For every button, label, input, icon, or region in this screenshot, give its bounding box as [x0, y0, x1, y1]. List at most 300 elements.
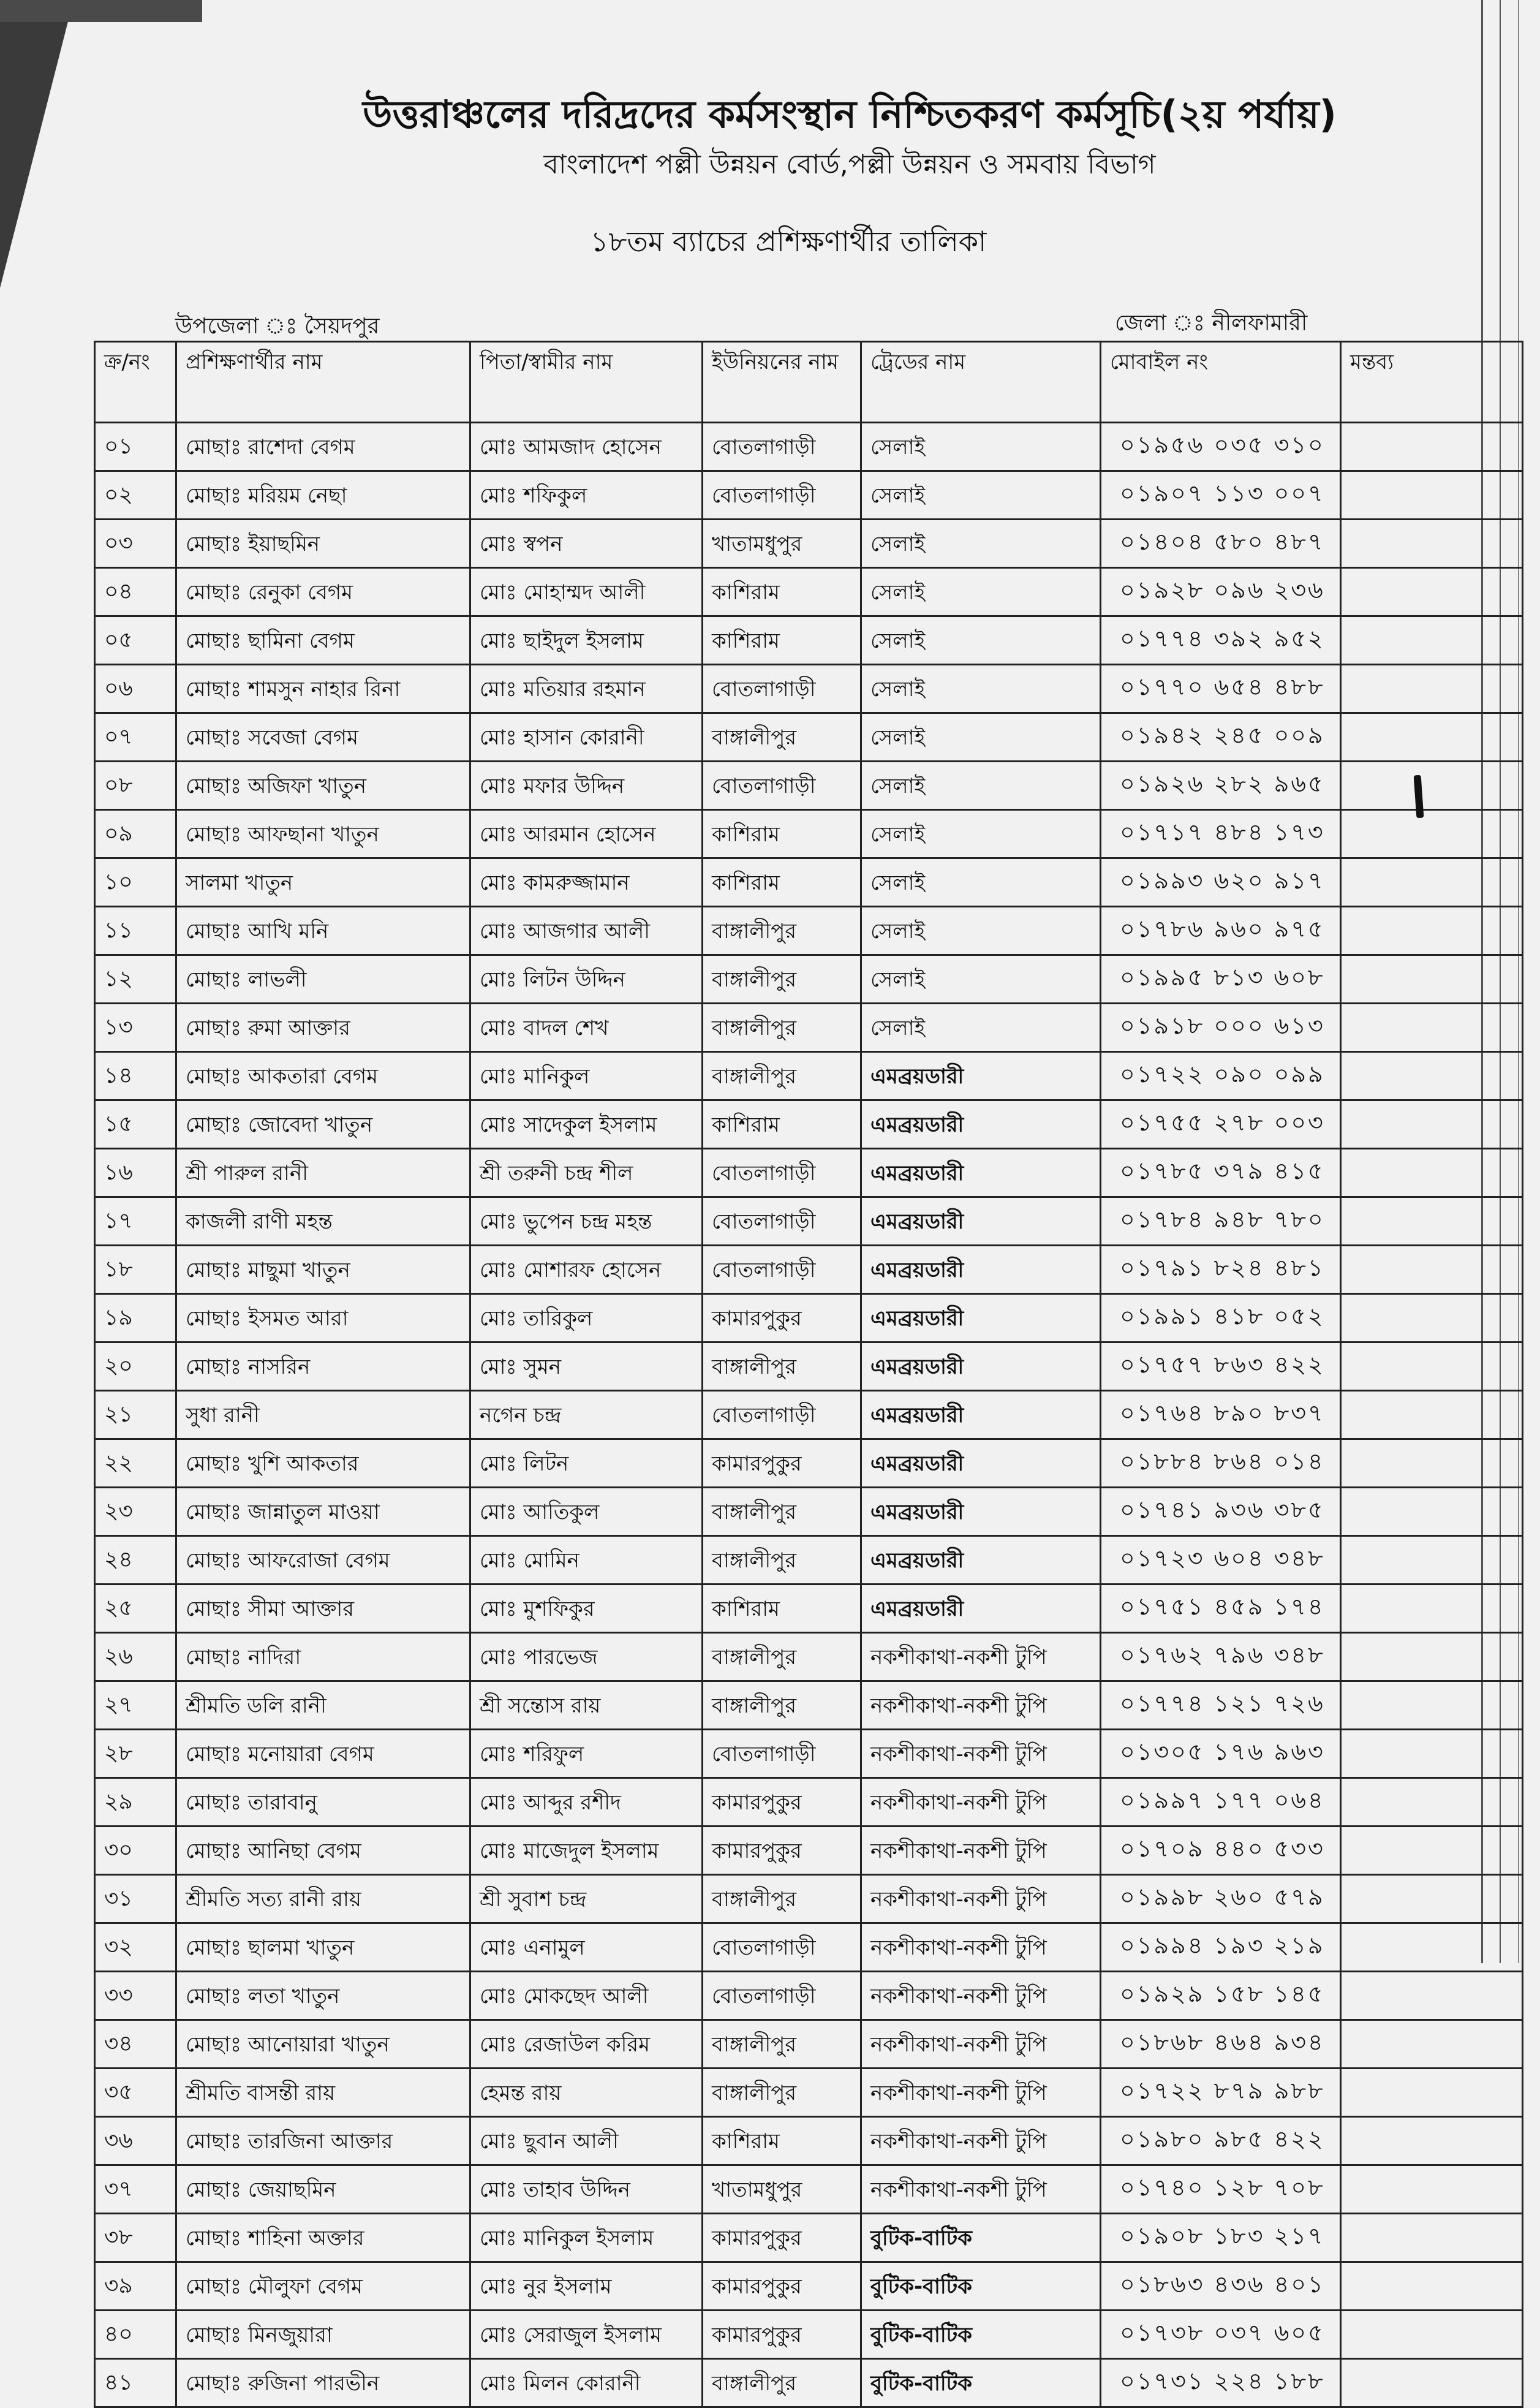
cell-union: বোতলাগাড়ী: [703, 1246, 861, 1294]
cell-father-husband-name: মোঃ সুমন: [470, 1342, 703, 1391]
cell-trade: সেলাই: [861, 858, 1101, 907]
table-row: [95, 955, 1523, 1004]
table-row: [95, 1052, 1523, 1100]
cell-trainee-name: মোছাঃ সীমা আক্তার: [176, 1585, 470, 1633]
cell-mobile: ০১৯৫৬ ০৩৫ ৩১০: [1101, 423, 1341, 471]
cell-trainee-name: মোছাঃ নাসরিন: [176, 1342, 470, 1391]
cell-remarks: [1341, 665, 1523, 713]
cell-serial: ৩১: [95, 1875, 176, 1923]
cell-trade: সেলাই: [861, 568, 1101, 616]
cell-mobile: ০১৭১৭ ৪৮৪ ১৭৩: [1101, 810, 1341, 858]
cell-trade: নকশীকাথা-নকশী টুপি: [861, 1730, 1101, 1778]
cell-trade: এমব্রয়ডারী: [861, 1100, 1101, 1149]
cell-remarks: [1341, 2311, 1523, 2359]
table-row: [95, 1730, 1523, 1778]
cell-serial: ৩৯: [95, 2262, 176, 2311]
cell-union: বাঙ্গালীপুর: [703, 1633, 861, 1681]
cell-trade: নকশীকাথা-নকশী টুপি: [861, 2069, 1101, 2117]
cell-trainee-name: সালমা খাতুন: [176, 858, 470, 907]
cell-remarks: [1341, 907, 1523, 955]
table-row: [95, 2117, 1523, 2165]
cell-trainee-name: মোছাঃ জেয়াছমিন: [176, 2165, 470, 2214]
cell-trade: বুটিক-বাটিক: [861, 2359, 1101, 2407]
table-header-row: [95, 342, 1523, 423]
cell-serial: ১২: [95, 955, 176, 1004]
cell-father-husband-name: মোঃ তাহাব উদ্দিন: [470, 2165, 703, 2214]
cell-mobile: ০১৯৯৫ ৮১৩ ৬০৮: [1101, 955, 1341, 1004]
cell-mobile: ০১৮৬৩ ৪৩৬ ৪০১: [1101, 2262, 1341, 2311]
table-row: [95, 2359, 1523, 2407]
cell-trade: নকশীকাথা-নকশী টুপি: [861, 2020, 1101, 2069]
table-row: [95, 1342, 1523, 1391]
cell-father-husband-name: মোঃ সাদেকুল ইসলাম: [470, 1100, 703, 1149]
table-row: [95, 1633, 1523, 1681]
cell-remarks: [1341, 2262, 1523, 2311]
table-row: [95, 520, 1523, 568]
cell-union: খাতামধুপুর: [703, 520, 861, 568]
cell-mobile: ০১৯৯৩ ৬২০ ৯১৭: [1101, 858, 1341, 907]
cell-trainee-name: মোছাঃ মাছুমা খাতুন: [176, 1246, 470, 1294]
cell-father-husband-name: মোঃ শরিফুল: [470, 1730, 703, 1778]
cell-union: বাঙ্গালীপুর: [703, 907, 861, 955]
cell-remarks: [1341, 1730, 1523, 1778]
cell-union: কাশিরাম: [703, 616, 861, 665]
cell-trade: নকশীকাথা-নকশী টুপি: [861, 2117, 1101, 2165]
cell-serial: ০৭: [95, 713, 176, 762]
table-row: [95, 1391, 1523, 1439]
cell-union: বাঙ্গালীপুর: [703, 1681, 861, 1730]
cell-trade: নকশীকাথা-নকশী টুপি: [861, 1923, 1101, 1972]
cell-union: কামারপুকুর: [703, 2311, 861, 2359]
cell-mobile: ০১৭০৯ ৪৪০ ৫৩৩: [1101, 1827, 1341, 1875]
cell-mobile: ০১৭৭৪ ৩৯২ ৯৫২: [1101, 616, 1341, 665]
cell-trainee-name: মোছাঃ অজিফা খাতুন: [176, 762, 470, 810]
cell-union: বোতলাগাড়ী: [703, 1972, 861, 2020]
cell-serial: ১৭: [95, 1197, 176, 1246]
cell-trade: নকশীকাথা-নকশী টুপি: [861, 2165, 1101, 2214]
cell-serial: ৩২: [95, 1923, 176, 1972]
cell-trade: এমব্রয়ডারী: [861, 1439, 1101, 1488]
cell-mobile: ০১৭৮৬ ৯৬০ ৯৭৫: [1101, 907, 1341, 955]
cell-serial: ৩৫: [95, 2069, 176, 2117]
cell-union: কামারপুকুর: [703, 1294, 861, 1342]
table-row: [95, 1149, 1523, 1197]
cell-trainee-name: মোছাঃ ইয়াছমিন: [176, 520, 470, 568]
cell-union: কামারপুকুর: [703, 1439, 861, 1488]
cell-remarks: [1341, 1923, 1523, 1972]
cell-father-husband-name: শ্রী তরুনী চন্দ্র শীল: [470, 1149, 703, 1197]
table-row: [95, 810, 1523, 858]
table-row: [95, 423, 1523, 471]
cell-union: কাশিরাম: [703, 2117, 861, 2165]
cell-remarks: [1341, 1052, 1523, 1100]
table-row: [95, 568, 1523, 616]
cell-remarks: [1341, 2214, 1523, 2262]
cell-union: বাঙ্গালীপুর: [703, 2069, 861, 2117]
cell-trainee-name: মোছাঃ শামসুন নাহার রিনা: [176, 665, 470, 713]
table-row: [95, 2311, 1523, 2359]
cell-union: বোতলাগাড়ী: [703, 762, 861, 810]
cell-trade: সেলাই: [861, 713, 1101, 762]
table-row: [95, 2020, 1523, 2069]
cell-trainee-name: মোছাঃ আকতারা বেগম: [176, 1052, 470, 1100]
cell-remarks: [1341, 520, 1523, 568]
cell-mobile: ০১৭২২ ০৯০ ০৯৯: [1101, 1052, 1341, 1100]
cell-trainee-name: শ্রী পারুল রানী: [176, 1149, 470, 1197]
cell-trade: সেলাই: [861, 423, 1101, 471]
cell-trade: সেলাই: [861, 907, 1101, 955]
cell-trade: নকশীকাথা-নকশী টুপি: [861, 1681, 1101, 1730]
cell-father-husband-name: মোঃ শফিকুল: [470, 471, 703, 520]
cell-union: কাশিরাম: [703, 568, 861, 616]
cell-serial: ১৫: [95, 1100, 176, 1149]
cell-serial: ০৬: [95, 665, 176, 713]
cell-father-husband-name: মোঃ তারিকুল: [470, 1294, 703, 1342]
table-row: [95, 1439, 1523, 1488]
document-subtitle: বাংলাদেশ পল্লী উন্নয়ন বোর্ড,পল্লী উন্নয়ন ও সমবায় বিভাগ: [543, 149, 1156, 180]
table-row: [95, 1827, 1523, 1875]
cell-remarks: [1341, 1778, 1523, 1827]
table-row: [95, 1778, 1523, 1827]
cell-trade: নকশীকাথা-নকশী টুপি: [861, 1827, 1101, 1875]
cell-trainee-name: মোছাঃ জোবেদা খাতুন: [176, 1100, 470, 1149]
cell-remarks: [1341, 471, 1523, 520]
cell-serial: ১৯: [95, 1294, 176, 1342]
cell-union: বাঙ্গালীপুর: [703, 1342, 861, 1391]
cell-trade: সেলাই: [861, 616, 1101, 665]
cell-remarks: [1341, 762, 1523, 810]
cell-mobile: ০১৮৬৮ ৪৬৪ ৯৩৪: [1101, 2020, 1341, 2069]
cell-union: কামারপুকুর: [703, 2262, 861, 2311]
cell-remarks: [1341, 713, 1523, 762]
cell-trade: এমব্রয়ডারী: [861, 1197, 1101, 1246]
cell-father-husband-name: মোঃ এনামুল: [470, 1923, 703, 1972]
cell-mobile: ০১৯৪২ ২৪৫ ০০৯: [1101, 713, 1341, 762]
cell-trainee-name: মোছাঃ ছালমা খাতুন: [176, 1923, 470, 1972]
cell-union: কামারপুকুর: [703, 1778, 861, 1827]
cell-union: বোতলাগাড়ী: [703, 1923, 861, 1972]
cell-trainee-name: মোছাঃ রুজিনা পারভীন: [176, 2359, 470, 2407]
cell-trainee-name: মোছাঃ ইসমত আরা: [176, 1294, 470, 1342]
cell-union: বোতলাগাড়ী: [703, 665, 861, 713]
header-union-name: ইউনিয়নের নাম: [703, 342, 861, 423]
cell-trade: বুটিক-বাটিক: [861, 2262, 1101, 2311]
cell-trainee-name: মোছাঃ মিনজুয়ারা: [176, 2311, 470, 2359]
cell-trainee-name: মোছাঃ ছামিনা বেগম: [176, 616, 470, 665]
cell-union: কামারপুকুর: [703, 1827, 861, 1875]
cell-mobile: ০১৭২৩ ৬০৪ ৩৪৮: [1101, 1536, 1341, 1585]
cell-mobile: ০১৭৬২ ৭৯৬ ৩৪৮: [1101, 1633, 1341, 1681]
cell-trainee-name: শ্রীমতি ডলি রানী: [176, 1681, 470, 1730]
cell-union: বোতলাগাড়ী: [703, 1391, 861, 1439]
cell-trainee-name: মোছাঃ আখি মনি: [176, 907, 470, 955]
cell-remarks: [1341, 1972, 1523, 2020]
cell-trade: এমব্রয়ডারী: [861, 1246, 1101, 1294]
cell-trade: এমব্রয়ডারী: [861, 1536, 1101, 1585]
cell-mobile: ০১৭৮৫ ৩৭৯ ৪১৫: [1101, 1149, 1341, 1197]
header-father-husband-name: পিতা/স্বামীর নাম: [470, 342, 703, 423]
cell-union: বোতলাগাড়ী: [703, 423, 861, 471]
table-row: [95, 1294, 1523, 1342]
cell-remarks: [1341, 616, 1523, 665]
cell-mobile: ০১৩০৫ ১৭৬ ৯৬৩: [1101, 1730, 1341, 1778]
cell-serial: ০৫: [95, 616, 176, 665]
cell-father-husband-name: মোঃ নুর ইসলাম: [470, 2262, 703, 2311]
cell-serial: ২৫: [95, 1585, 176, 1633]
cell-trade: সেলাই: [861, 471, 1101, 520]
cell-remarks: [1341, 1875, 1523, 1923]
cell-serial: ২৪: [95, 1536, 176, 1585]
cell-father-husband-name: মোঃ মানিকুল ইসলাম: [470, 2214, 703, 2262]
header-trainee-name: প্রশিক্ষণার্থীর নাম: [176, 342, 470, 423]
cell-serial: ০২: [95, 471, 176, 520]
table-row: [95, 1681, 1523, 1730]
cell-union: বাঙ্গালীপুর: [703, 1536, 861, 1585]
cell-remarks: [1341, 858, 1523, 907]
upazila-label: উপজেলা ঃ সৈয়দপুর: [175, 314, 380, 339]
cell-trade: সেলাই: [861, 1004, 1101, 1052]
cell-mobile: ০১৯৮০ ৯৮৫ ৪২২: [1101, 2117, 1341, 2165]
cell-mobile: ০১৭৪১ ৯৩৬ ৩৮৫: [1101, 1488, 1341, 1536]
cell-trainee-name: শ্রীমতি সত্য রানী রায়: [176, 1875, 470, 1923]
cell-trade: এমব্রয়ডারী: [861, 1052, 1101, 1100]
cell-mobile: ০১৯৯১ ৪১৮ ০৫২: [1101, 1294, 1341, 1342]
cell-trainee-name: কাজলী রাণী মহন্ত: [176, 1197, 470, 1246]
cell-remarks: [1341, 568, 1523, 616]
table-row: [95, 2262, 1523, 2311]
cell-father-husband-name: মোঃ ভুপেন চন্দ্র মহন্ত: [470, 1197, 703, 1246]
header-trade-name: ট্রেডের নাম: [861, 342, 1101, 423]
cell-father-husband-name: মোঃ বাদল শেখ: [470, 1004, 703, 1052]
cell-father-husband-name: মোঃ মোশারফ হোসেন: [470, 1246, 703, 1294]
table-row: [95, 2069, 1523, 2117]
cell-serial: ২০: [95, 1342, 176, 1391]
cell-remarks: [1341, 423, 1523, 471]
cell-father-husband-name: নগেন চন্দ্র: [470, 1391, 703, 1439]
scan-shadow-top: [0, 0, 202, 22]
cell-serial: ০৪: [95, 568, 176, 616]
cell-trade: এমব্রয়ডারী: [861, 1342, 1101, 1391]
cell-serial: ২১: [95, 1391, 176, 1439]
cell-father-husband-name: মোঃ মানিকুল: [470, 1052, 703, 1100]
cell-union: কাশিরাম: [703, 1100, 861, 1149]
cell-mobile: ০১৯৯৮ ২৬০ ৫৭৯: [1101, 1875, 1341, 1923]
cell-serial: ৩৪: [95, 2020, 176, 2069]
cell-union: বোতলাগাড়ী: [703, 1197, 861, 1246]
cell-trade: বুটিক-বাটিক: [861, 2214, 1101, 2262]
table-row: [95, 907, 1523, 955]
cell-remarks: [1341, 1439, 1523, 1488]
cell-remarks: [1341, 1294, 1523, 1342]
cell-trade: এমব্রয়ডারী: [861, 1488, 1101, 1536]
document-title: উত্তরাঞ্চলের দরিদ্রদের কর্মসংস্থান নিশ্চিতকরণ কর্মসূচি(২য় পর্যায়): [363, 92, 1337, 137]
cell-serial: ৪১: [95, 2359, 176, 2407]
cell-remarks: [1341, 1536, 1523, 1585]
cell-trainee-name: মোছাঃ রাশেদা বেগম: [176, 423, 470, 471]
cell-serial: ৩৩: [95, 1972, 176, 2020]
cell-father-husband-name: শ্রী সুবাশ চন্দ্র: [470, 1875, 703, 1923]
table-row: [95, 1875, 1523, 1923]
cell-father-husband-name: মোঃ মোহাম্মদ আলী: [470, 568, 703, 616]
cell-mobile: ০১৯২৬ ২৮২ ৯৬৫: [1101, 762, 1341, 810]
cell-trainee-name: মোছাঃ সবেজা বেগম: [176, 713, 470, 762]
cell-union: বাঙ্গালীপুর: [703, 2020, 861, 2069]
cell-union: খাতামধুপুর: [703, 2165, 861, 2214]
table-row: [95, 1536, 1523, 1585]
batch-title: ১৮তম ব্যাচের প্রশিক্ষণার্থীর তালিকা: [590, 225, 987, 258]
cell-serial: ১৪: [95, 1052, 176, 1100]
table-row: [95, 762, 1523, 810]
cell-trade: বুটিক-বাটিক: [861, 2311, 1101, 2359]
cell-mobile: ০১৯২৮ ০৯৬ ২৩৬: [1101, 568, 1341, 616]
cell-trainee-name: মোছাঃ আফছানা খাতুন: [176, 810, 470, 858]
cell-remarks: [1341, 810, 1523, 858]
cell-serial: ২৮: [95, 1730, 176, 1778]
table-row: [95, 616, 1523, 665]
cell-remarks: [1341, 1004, 1523, 1052]
cell-serial: ৪০: [95, 2311, 176, 2359]
cell-union: বাঙ্গালীপুর: [703, 1004, 861, 1052]
cell-trainee-name: মোছাঃ লতা খাতুন: [176, 1972, 470, 2020]
cell-serial: ৩৭: [95, 2165, 176, 2214]
cell-union: বোতলাগাড়ী: [703, 1149, 861, 1197]
table-row: [95, 1100, 1523, 1149]
cell-serial: ২২: [95, 1439, 176, 1488]
cell-father-husband-name: মোঃ মিলন কোরানী: [470, 2359, 703, 2407]
header-serial: ক্র/নং: [95, 342, 176, 423]
cell-trainee-name: মোছাঃ লাভলী: [176, 955, 470, 1004]
cell-father-husband-name: মোঃ মুশফিকুর: [470, 1585, 703, 1633]
cell-union: কাশিরাম: [703, 858, 861, 907]
cell-serial: ২৯: [95, 1778, 176, 1827]
cell-mobile: ০১৯৯৭ ১৭৭ ০৬৪: [1101, 1778, 1341, 1827]
cell-trade: এমব্রয়ডারী: [861, 1149, 1101, 1197]
cell-mobile: ০১৭৮৪ ৯৪৮ ৭৮০: [1101, 1197, 1341, 1246]
cell-trainee-name: মোছাঃ নাদিরা: [176, 1633, 470, 1681]
table-row: [95, 1923, 1523, 1972]
table-row: [95, 713, 1523, 762]
table-row: [95, 1972, 1523, 2020]
cell-mobile: ০১৭৭০ ৬৫৪ ৪৮৮: [1101, 665, 1341, 713]
cell-trainee-name: মোছাঃ জান্নাতুল মাওয়া: [176, 1488, 470, 1536]
cell-trainee-name: শ্রীমতি বাসন্তী রায়: [176, 2069, 470, 2117]
cell-serial: ১৩: [95, 1004, 176, 1052]
table-row: [95, 1246, 1523, 1294]
cell-father-husband-name: মোঃ সেরাজুল ইসলাম: [470, 2311, 703, 2359]
cell-trade: এমব্রয়ডারী: [861, 1391, 1101, 1439]
cell-trade: সেলাই: [861, 810, 1101, 858]
cell-serial: ০১: [95, 423, 176, 471]
cell-serial: ১০: [95, 858, 176, 907]
table-row: [95, 2165, 1523, 2214]
cell-serial: ০৩: [95, 520, 176, 568]
cell-mobile: ০১৭৫৭ ৮৬৩ ৪২২: [1101, 1342, 1341, 1391]
cell-mobile: ০১৮৮৪ ৮৬৪ ০১৪: [1101, 1439, 1341, 1488]
header-mobile: মোবাইল নং: [1101, 342, 1341, 423]
cell-trainee-name: মোছাঃ আফরোজা বেগম: [176, 1536, 470, 1585]
cell-trade: নকশীকাথা-নকশী টুপি: [861, 1778, 1101, 1827]
table-row: [95, 665, 1523, 713]
cell-father-husband-name: মোঃ লিটন: [470, 1439, 703, 1488]
cell-mobile: ০১৯২৯ ১৫৮ ১৪৫: [1101, 1972, 1341, 2020]
cell-union: বাঙ্গালীপুর: [703, 1052, 861, 1100]
cell-remarks: [1341, 1197, 1523, 1246]
table-row: [95, 1197, 1523, 1246]
cell-mobile: ০১৭৫৫ ২৭৮ ০০৩: [1101, 1100, 1341, 1149]
cell-trade: নকশীকাথা-নকশী টুপি: [861, 1972, 1101, 2020]
cell-serial: ৩৮: [95, 2214, 176, 2262]
trainee-table: [94, 341, 1523, 2408]
cell-trade: সেলাই: [861, 762, 1101, 810]
table-row: [95, 1585, 1523, 1633]
cell-trainee-name: সুধা রানী: [176, 1391, 470, 1439]
cell-trainee-name: মোছাঃ আনিছা বেগম: [176, 1827, 470, 1875]
cell-remarks: [1341, 955, 1523, 1004]
cell-father-husband-name: মোঃ ছুবান আলী: [470, 2117, 703, 2165]
cell-father-husband-name: মোঃ আতিকুল: [470, 1488, 703, 1536]
cell-father-husband-name: মোঃ আজগার আলী: [470, 907, 703, 955]
cell-mobile: ০১৯৯৪ ১৯৩ ২১৯: [1101, 1923, 1341, 1972]
cell-remarks: [1341, 2359, 1523, 2407]
cell-trainee-name: মোছাঃ খুশি আকতার: [176, 1439, 470, 1488]
cell-serial: ০৮: [95, 762, 176, 810]
cell-union: কাশিরাম: [703, 1585, 861, 1633]
cell-trade: সেলাই: [861, 665, 1101, 713]
cell-union: বোতলাগাড়ী: [703, 471, 861, 520]
cell-trainee-name: মোছাঃ মনোয়ারা বেগম: [176, 1730, 470, 1778]
cell-remarks: [1341, 1100, 1523, 1149]
cell-serial: ২৩: [95, 1488, 176, 1536]
table-row: [95, 1488, 1523, 1536]
cell-father-husband-name: মোঃ রেজাউল করিম: [470, 2020, 703, 2069]
cell-father-husband-name: হেমন্ত রায়: [470, 2069, 703, 2117]
table-row: [95, 858, 1523, 907]
cell-union: বাঙ্গালীপুর: [703, 2359, 861, 2407]
cell-union: বাঙ্গালীপুর: [703, 1488, 861, 1536]
cell-father-husband-name: মোঃ হাসান কোরানী: [470, 713, 703, 762]
cell-trade: এমব্রয়ডারী: [861, 1585, 1101, 1633]
cell-trainee-name: মোছাঃ রেনুকা বেগম: [176, 568, 470, 616]
cell-mobile: ০১৯০৭ ১১৩ ০০৭: [1101, 471, 1341, 520]
cell-remarks: [1341, 1633, 1523, 1681]
cell-remarks: [1341, 1827, 1523, 1875]
cell-mobile: ০১৭৫১ ৪৫৯ ১৭৪: [1101, 1585, 1341, 1633]
cell-mobile: ০১৭২২ ৮৭৯ ৯৮৮: [1101, 2069, 1341, 2117]
cell-remarks: [1341, 1246, 1523, 1294]
cell-father-husband-name: মোঃ লিটন উদ্দিন: [470, 955, 703, 1004]
cell-serial: ১৮: [95, 1246, 176, 1294]
cell-father-husband-name: মোঃ আমজাদ হোসেন: [470, 423, 703, 471]
cell-remarks: [1341, 1342, 1523, 1391]
cell-remarks: [1341, 1488, 1523, 1536]
cell-father-husband-name: মোঃ পারভেজ: [470, 1633, 703, 1681]
cell-remarks: [1341, 2020, 1523, 2069]
cell-mobile: ০১৭৯১ ৮২৪ ৪৮১: [1101, 1246, 1341, 1294]
cell-father-husband-name: মোঃ মোকছেদ আলী: [470, 1972, 703, 2020]
cell-serial: ১১: [95, 907, 176, 955]
cell-union: কাশিরাম: [703, 810, 861, 858]
cell-remarks: [1341, 2165, 1523, 2214]
cell-union: বাঙ্গালীপুর: [703, 1875, 861, 1923]
cell-serial: ৩০: [95, 1827, 176, 1875]
cell-trade: সেলাই: [861, 955, 1101, 1004]
cell-mobile: ০১৭৩১ ২২৪ ১৮৮: [1101, 2359, 1341, 2407]
cell-mobile: ০১৭৪০ ১২৮ ৭০৮: [1101, 2165, 1341, 2214]
cell-trade: নকশীকাথা-নকশী টুপি: [861, 1875, 1101, 1923]
cell-trade: নকশীকাথা-নকশী টুপি: [861, 1633, 1101, 1681]
cell-father-husband-name: মোঃ মফার উদ্দিন: [470, 762, 703, 810]
cell-union: বোতলাগাড়ী: [703, 1730, 861, 1778]
